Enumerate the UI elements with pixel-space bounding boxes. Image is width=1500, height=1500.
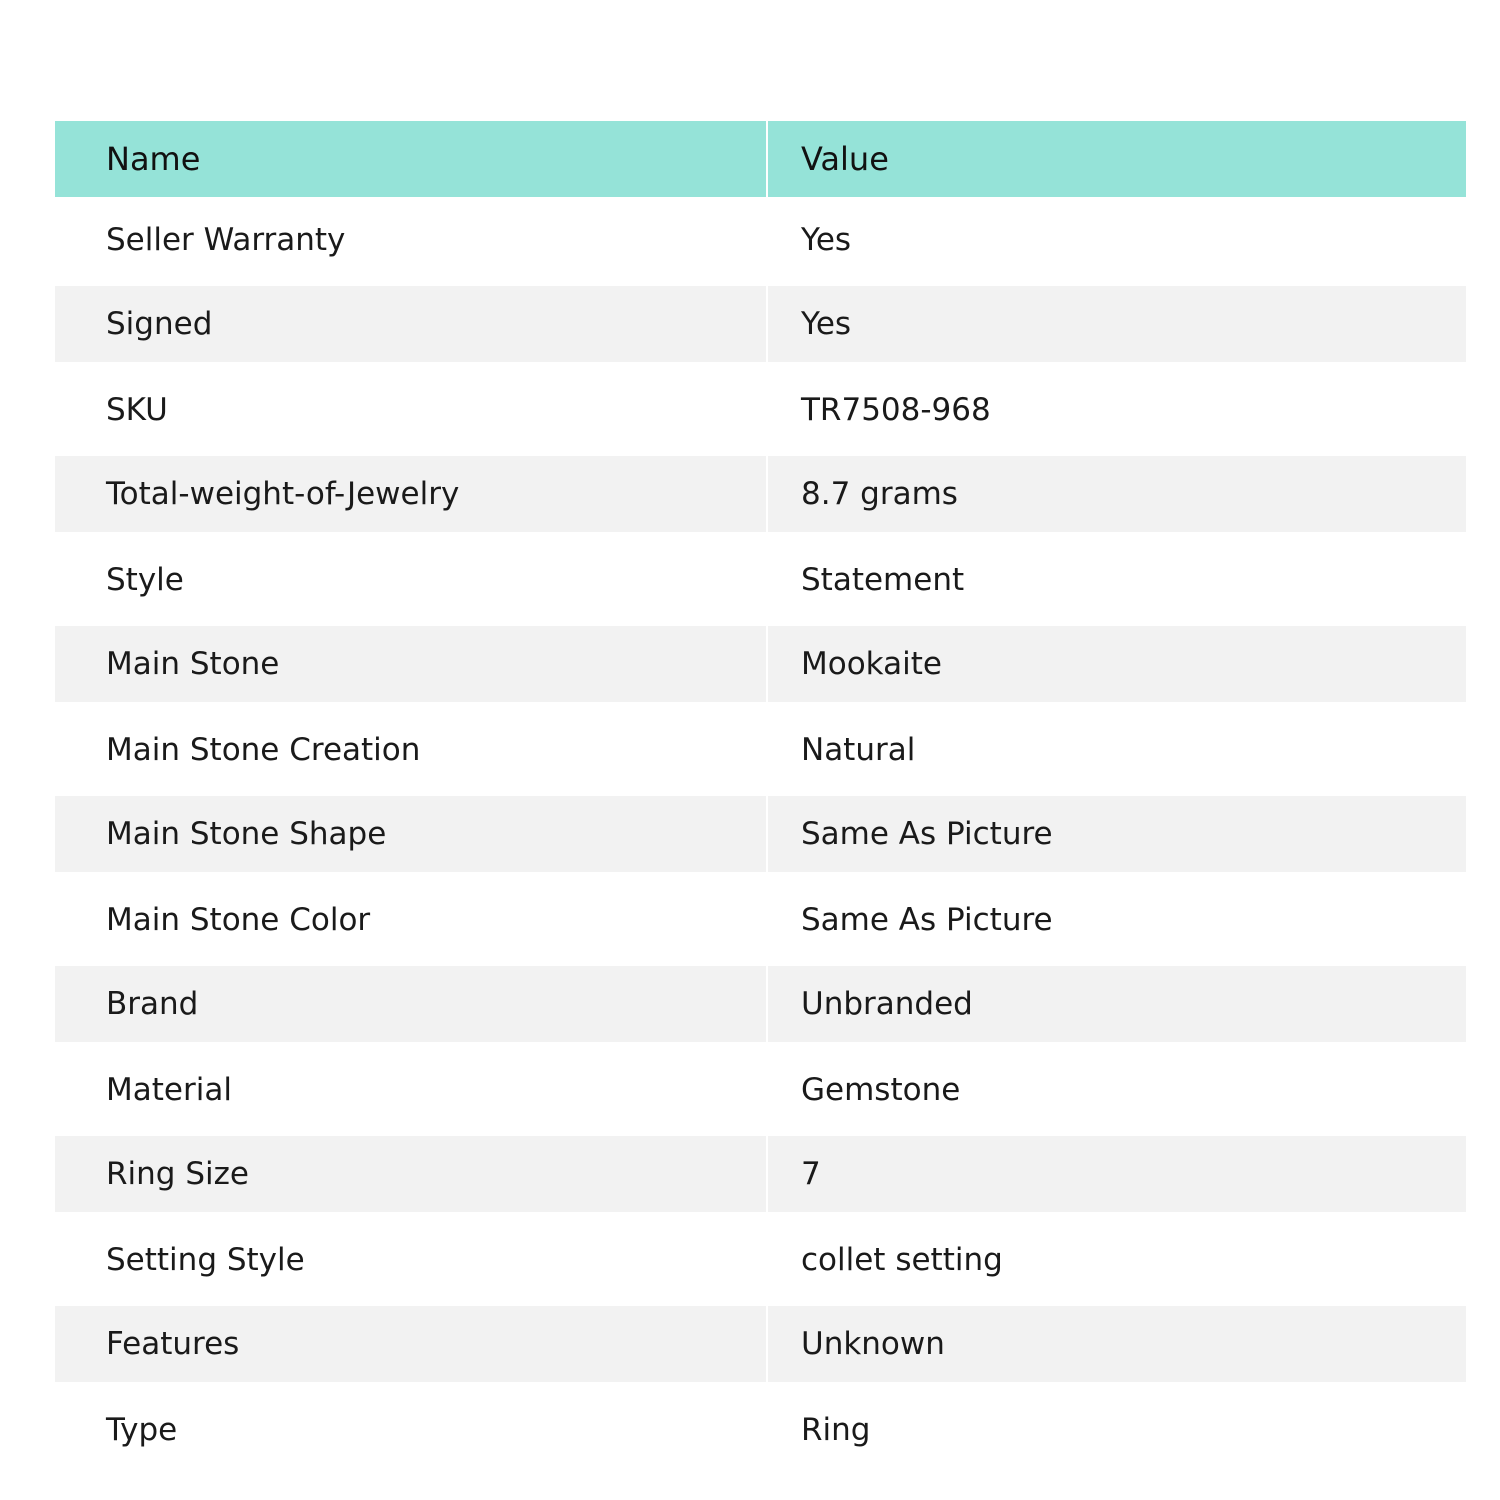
row-value: Ring	[768, 1387, 1466, 1472]
row-name: Style	[55, 537, 766, 622]
row-value: Unbranded	[768, 966, 1466, 1042]
table-row	[55, 1047, 1466, 1132]
row-name: Main Stone Shape	[55, 796, 766, 872]
row-name: Main Stone	[55, 626, 766, 702]
row-name: SKU	[55, 367, 766, 452]
table-row	[55, 1132, 1466, 1217]
table-row	[55, 1387, 1466, 1472]
table-row	[55, 537, 1466, 622]
row-name: Total-weight-of-Jewelry	[55, 456, 766, 532]
table-row	[55, 792, 1466, 877]
row-name: Seller Warranty	[55, 197, 766, 282]
header-value: Value	[768, 121, 1466, 197]
row-name: Setting Style	[55, 1217, 766, 1302]
table-row	[55, 282, 1466, 367]
row-value: 7	[768, 1136, 1466, 1212]
row-name: Ring Size	[55, 1136, 766, 1212]
row-value: Statement	[768, 537, 1466, 622]
spec-table	[55, 121, 1466, 1472]
row-name: Features	[55, 1306, 766, 1382]
header-name: Name	[55, 121, 766, 197]
row-value: collet setting	[768, 1217, 1466, 1302]
row-name: Signed	[55, 286, 766, 362]
row-value: Same As Picture	[768, 796, 1466, 872]
row-name: Type	[55, 1387, 766, 1472]
table-header	[55, 121, 1466, 197]
table-row	[55, 1302, 1466, 1387]
table-row	[55, 707, 1466, 792]
table-row	[55, 962, 1466, 1047]
table-row	[55, 1217, 1466, 1302]
table-row	[55, 367, 1466, 452]
row-value: Natural	[768, 707, 1466, 792]
row-value: Mookaite	[768, 626, 1466, 702]
row-value: Gemstone	[768, 1047, 1466, 1132]
table-row	[55, 452, 1466, 537]
row-value: TR7508-968	[768, 367, 1466, 452]
row-value: Unknown	[768, 1306, 1466, 1382]
table-row	[55, 877, 1466, 962]
row-value: Same As Picture	[768, 877, 1466, 962]
row-name: Main Stone Creation	[55, 707, 766, 792]
row-value: 8.7 grams	[768, 456, 1466, 532]
row-name: Material	[55, 1047, 766, 1132]
row-value: Yes	[768, 286, 1466, 362]
table-row	[55, 622, 1466, 707]
table-row	[55, 197, 1466, 282]
row-name: Brand	[55, 966, 766, 1042]
row-name: Main Stone Color	[55, 877, 766, 962]
row-value: Yes	[768, 197, 1466, 282]
